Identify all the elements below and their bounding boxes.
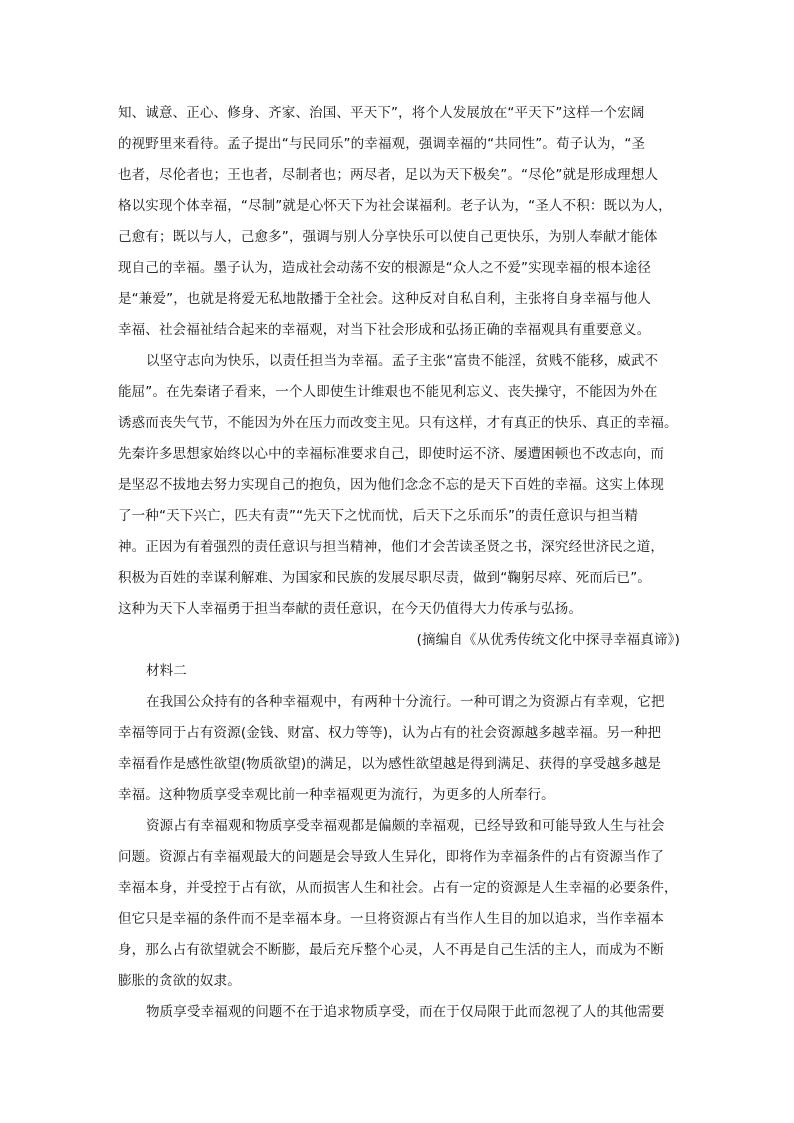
text-line: 格以实现个体幸福，“尽制”就是心怀天下为社会谋福利。老子认为，“圣人不积：既以为人，: [118, 198, 672, 214]
text-line: 膨胀的贪欲的奴隶。: [118, 973, 241, 989]
text-line: 现自己的幸福。墨子认为，造成社会动荡不安的根源是“众人之不爱”实现幸福的根本途径: [118, 260, 651, 276]
text-line: 材料二: [146, 663, 187, 679]
text-line: 知、诚意、正心、修身、齐家、治国、平天下”，将个人发展放在“平天下”这样一个宏阔: [118, 105, 645, 121]
source-citation: (摘编自《从优秀传统文化中探寻幸福真谛》): [416, 632, 680, 648]
text-line: 了一种“天下兴亡，匹夫有责”“先天下之忧而忧，后天下之乐而乐”的责任意识与担当精: [118, 508, 638, 524]
text-line: 也者，尽伦者也；王也者，尽制者也；两尽者，足以为天下极矣”。“尽伦”就是形成理想人: [118, 167, 659, 183]
text-line: 己愈有；既以与人，己愈多”，强调与别人分享快乐可以使自己更快乐，为别人奉献才能体: [118, 229, 658, 245]
text-line: 是坚忍不拔地去努力实现自己的抱负，因为他们念念不忘的是天下百姓的幸福。这实上体现: [118, 477, 664, 493]
text-line: 物质享受幸福观的问题不在于追求物质享受，而在于仅局限于此而忽视了人的其他需要: [146, 1004, 665, 1020]
text-line: 以坚守志向为快乐，以责任担当为幸福。孟子主张“富贵不能淫，贫贱不能移，威武不: [146, 353, 659, 369]
text-line: 积极为百姓的幸谋利解难、为国家和民族的发展尽职尽责，做到“鞠躬尽瘁、死而后已”。: [118, 570, 651, 586]
text-line: 资源占有幸福观和物质享受幸福观都是偏颇的幸福观，已经导致和可能导致人生与社会: [146, 818, 665, 834]
text-line: 能屈”。在先秦诸子看来，一个人即使生计维艰也不能见利忘义、丧失操守，不能因为外在: [118, 384, 658, 400]
text-line: 幸福。这种物质享受幸观比前一种幸福观更为流行，为更多的人所奉行。: [118, 787, 555, 803]
text-line: 的视野里来看待。孟子提出“与民同乐”的幸福观，强调幸福的“共同性”。荀子认为，“圣: [118, 136, 646, 152]
text-line: 幸福看作是感性欲望(物质欲望)的满足，以为感性欲望越是得到满足、获得的享受越多越是: [118, 756, 662, 772]
text-line: 问题。资源占有幸福观最大的问题是会导致人生异化，即将作为幸福条件的占有资源当作了: [118, 849, 664, 865]
text-line: 诱惑而丧失气节，不能因为外在压力而改变主见。只有这样，才有真正的快乐、真正的幸福。: [118, 415, 678, 431]
text-line: 但它只是幸福的条件而不是幸福本身。一旦将资源占有当作人生目的加以追求，当作幸福本: [118, 911, 664, 927]
document-body: [118, 98, 680, 1028]
text-line: 幸福本身，并受控于占有欲，从而损害人生和社会。占有一定的资源是人生幸福的必要条件，: [118, 880, 678, 896]
text-line: 身，那么占有欲望就会不断膨，最后充斥整个心灵，人不再是自己生活的主人，而成为不断: [118, 942, 664, 958]
text-line: 先秦许多思想家始终以心中的幸福标准要求自己，即使时运不济、屡遭困顿也不改志向，而: [118, 446, 664, 462]
text-line: 在我国公众持有的各种幸福观中，有两种十分流行。一种可谓之为资源占有幸观，它把: [146, 694, 665, 710]
text-line: 幸福等同于占有资源(金钱、财富、权力等等)，认为占有的社会资源越多越幸福。另一种把: [118, 725, 662, 741]
text-line: 幸福、社会福祉结合起来的幸福观，对当下社会形成和弘扬正确的幸福观具有重要意义。: [118, 322, 651, 338]
text-line: 是“兼爱”，也就是将爱无私地散播于全社会。这种反对自私自利，主张将自身幸福与他人: [118, 291, 651, 307]
text-line: 这种为天下人幸福勇于担当奉献的责任意识，在今天仍值得大力传承与弘扬。: [118, 601, 583, 617]
text-line: 神。正因为有着强烈的责任意识与担当精神，他们才会苦读圣贤之书，深究经世济民之道，: [118, 539, 664, 555]
